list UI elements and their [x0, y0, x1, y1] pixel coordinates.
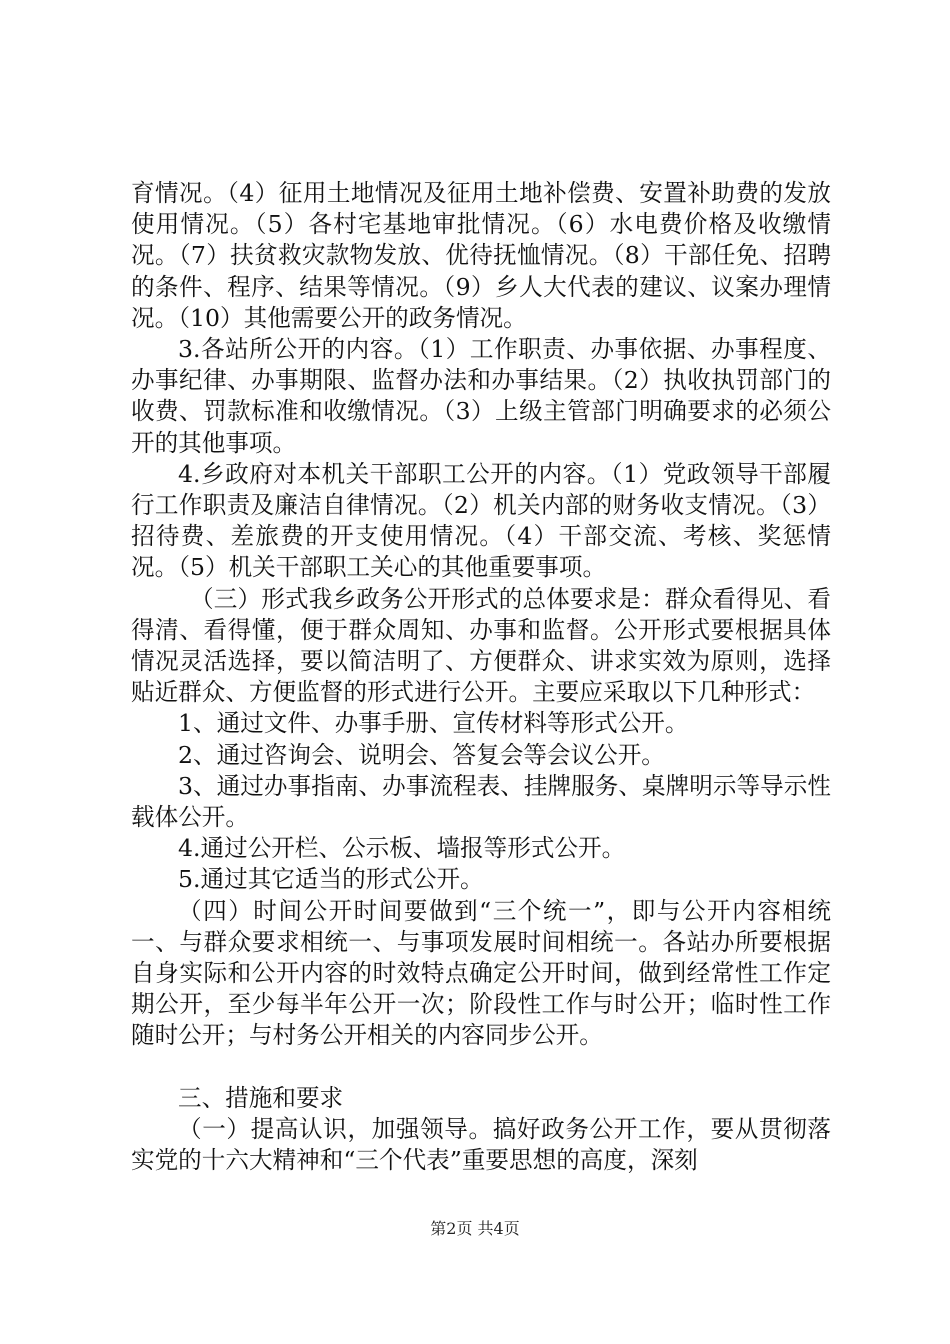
list-item-form-1: 1、通过文件、办事手册、宣传材料等形式公开。: [178, 709, 689, 738]
list-item-form-4: 4.通过公开栏、公示板、墙报等形式公开。: [178, 834, 626, 863]
list-item-form-3: 3、通过办事指南、办事流程表、挂牌服务、桌牌明示等导示性载体公开。: [131, 771, 831, 832]
paragraph-form-requirements: （三）形式我乡政务公开形式的总体要求是：群众看得见、看得清、看得懂，便于群众周知、办事和监督。公开形式要根据具体情况灵活选择，要以简洁明了、方便群众、讲求实效为原则，选择贴近群众、方便监督的形式进行公开。主要应采取以下几种形式：: [131, 584, 831, 707]
paragraph-continuation: 育情况。（4）征用土地情况及征用土地补偿费、安置补助费的发放使用情况。（5）各村宅基地审批情况。（6）水电费价格及收缴情况。（7）扶贫救灾款物发放、优待抚恤情况。（8）干部任免、招聘的条件、程序、结果等情况。（9）乡人大代表的建议、议案办理情况。（10）其他需要公开的政务情况。: [131, 179, 831, 332]
document-body: [131, 178, 831, 1176]
section-heading-measures: 三、措施和要求: [178, 1083, 344, 1112]
page-footer: 第2页 共4页: [430, 1219, 520, 1238]
paragraph-awareness: （一）提高认识，加强领导。搞好政务公开工作，要从贯彻落实党的十六大精神和“三个代表”重要思想的高度，深刻: [131, 1114, 831, 1175]
list-item-form-5: 5.通过其它适当的形式公开。: [178, 865, 484, 894]
paragraph-staff-content: 4.乡政府对本机关干部职工公开的内容。（1）党政领导干部履行工作职责及廉洁自律情况。（2）机关内部的财务收支情况。（3）招待费、差旅费的开支使用情况。（4）干部交流、考核、奖惩情况。（5）机关干部职工关心的其他重要事项。: [131, 459, 831, 582]
paragraph-station-content: 3.各站所公开的内容。（1）工作职责、办事依据、办事程度、办事纪律、办事期限、监督办法和办事结果。（2）执收执罚部门的收费、罚款标准和收缴情况。（3）上级主管部门明确要求的必须公开的其他事项。: [131, 335, 831, 457]
paragraph-timing: （四）时间公开时间要做到“三个统一”，即与公开内容相统一、与群众要求相统一、与事项发展时间相统一。各站办所要根据自身实际和公开内容的时效特点确定公开时间，做到经常性工作定期公开，至少每半年公开一次；阶段性工作与时公开；临时性工作随时公开；与村务公开相关的内容同步公开。: [131, 896, 831, 1050]
paragraph-spacer: [131, 1052, 831, 1083]
list-item-form-2: 2、通过咨询会、说明会、答复会等会议公开。: [178, 740, 665, 769]
